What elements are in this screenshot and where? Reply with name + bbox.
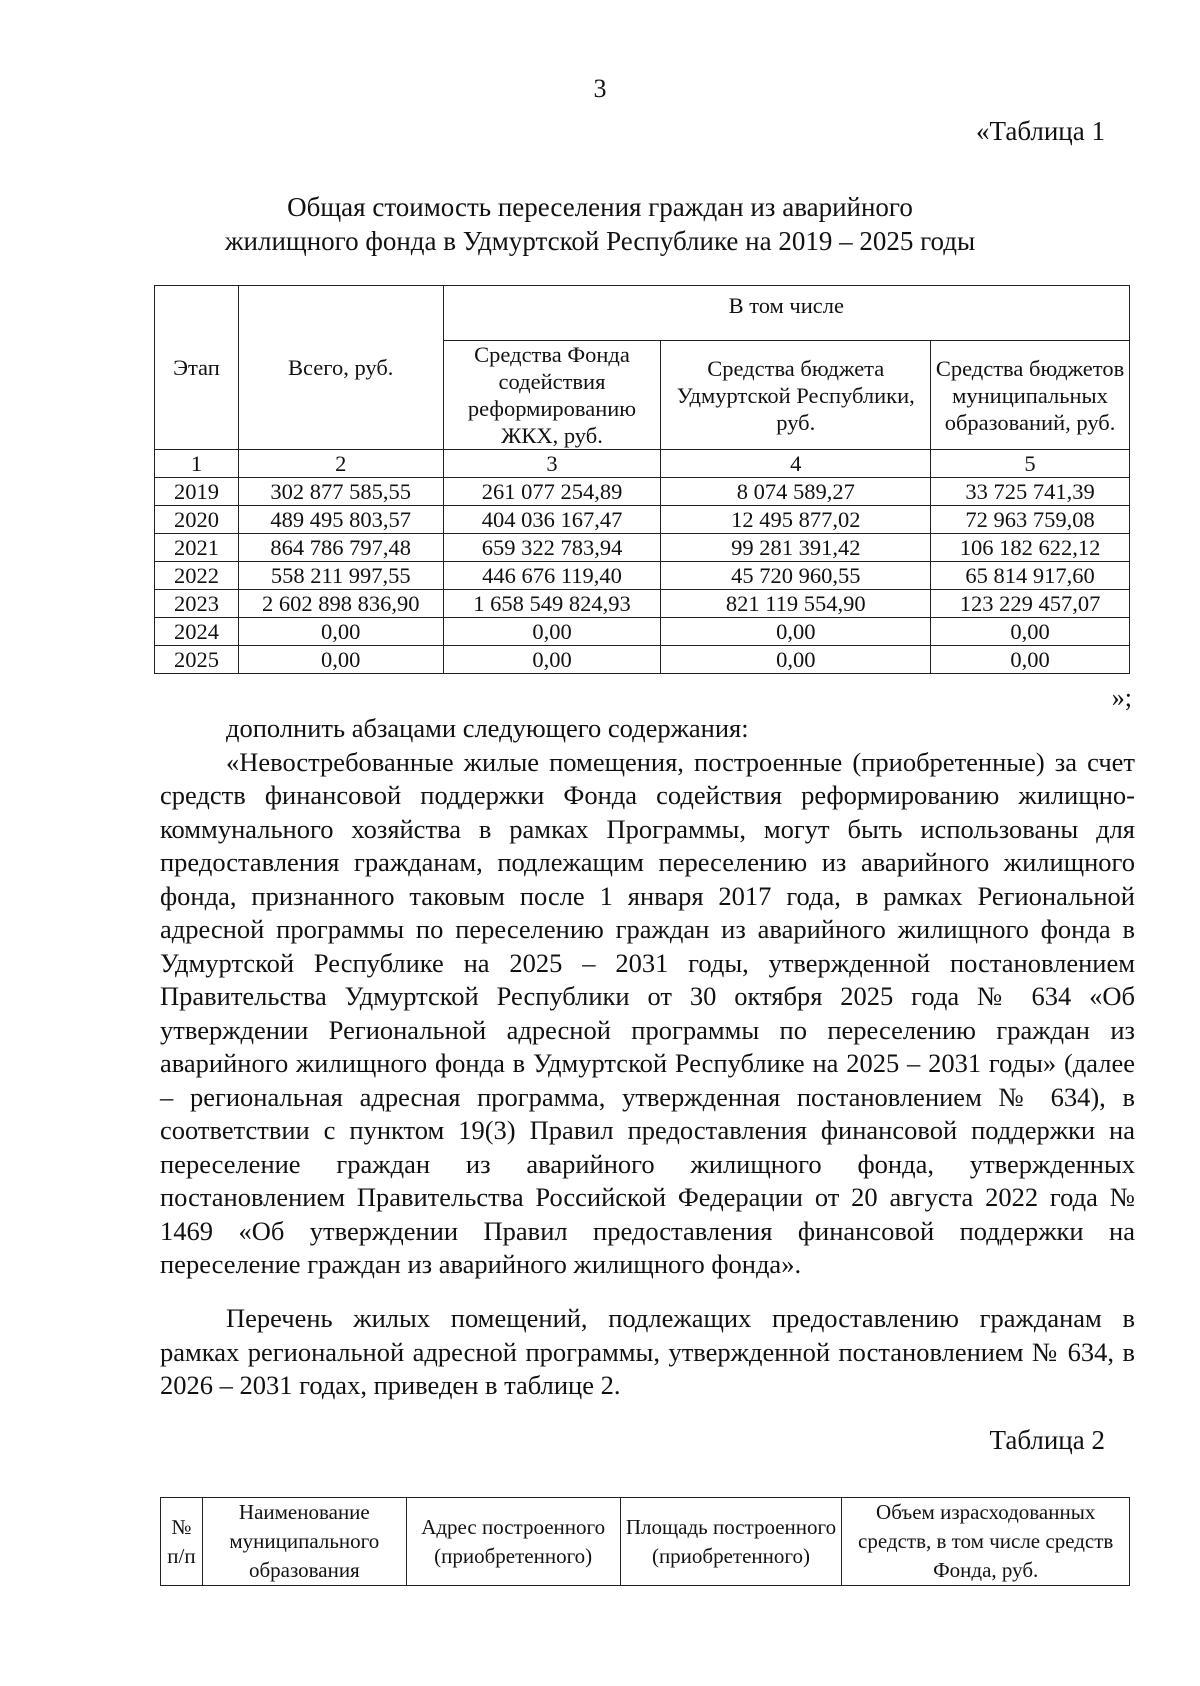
- table-cell: 2019: [155, 478, 239, 506]
- table-cell: 446 676 119,40: [443, 562, 661, 590]
- header-stage: Этап: [155, 286, 239, 450]
- table-cell: 404 036 167,47: [443, 506, 661, 534]
- intro-paragraph: дополнить абзацами следующего содержания:: [226, 713, 749, 743]
- table-cell: 0,00: [661, 618, 931, 646]
- table1-body: [155, 450, 1130, 674]
- t2-header-num: № п/п: [161, 1498, 203, 1586]
- table1-title-line2: жилищного фонда в Удмуртской Республике на 2019 – 2025 годы: [224, 226, 976, 256]
- table-cell: 65 814 917,60: [931, 562, 1130, 590]
- column-number-row: [155, 450, 1130, 478]
- column-number: 2: [238, 450, 443, 478]
- table-row: [155, 618, 1130, 646]
- table-cell: 2022: [155, 562, 239, 590]
- table-cell: 106 182 622,12: [931, 534, 1130, 562]
- table-cell: 8 074 589,27: [661, 478, 931, 506]
- t2-header-spent: Объем израсходованных средств, в том числе средств Фонда, руб.: [842, 1498, 1130, 1586]
- column-number: 5: [931, 450, 1130, 478]
- table-cell: 489 495 803,57: [238, 506, 443, 534]
- table-cell: 33 725 741,39: [931, 478, 1130, 506]
- table-cell: 123 229 457,07: [931, 590, 1130, 618]
- table-cell: 821 119 554,90: [661, 590, 931, 618]
- table-cell: 2021: [155, 534, 239, 562]
- table-cell: 1 658 549 824,93: [443, 590, 661, 618]
- table-cell: 659 322 783,94: [443, 534, 661, 562]
- header-fund: Средства Фонда содействия реформированию ЖКХ, руб.: [443, 341, 661, 450]
- closing-quote: »;: [1111, 683, 1132, 712]
- table-cell: 302 877 585,55: [238, 478, 443, 506]
- body-text-2: [160, 1302, 1135, 1403]
- table-cell: 45 720 960,55: [661, 562, 931, 590]
- table1-title-line1: Общая стоимость переселения граждан из аварийного: [287, 192, 913, 222]
- table-cell: 261 077 254,89: [443, 478, 661, 506]
- header-total: Всего, руб.: [238, 286, 443, 450]
- table2-reference: Таблица 2: [989, 1425, 1105, 1455]
- header-municipal: Средства бюджетов муниципальных образований, руб.: [931, 341, 1130, 450]
- table-row: [155, 562, 1130, 590]
- column-number: 3: [443, 450, 661, 478]
- t2-header-address: Адрес построенного (приобретенного): [406, 1498, 620, 1586]
- table-row: [155, 534, 1130, 562]
- table-cell: 0,00: [443, 646, 661, 674]
- table-cell: 0,00: [238, 646, 443, 674]
- header-republic: Средства бюджета Удмуртской Республики, руб.: [661, 341, 931, 450]
- table-cell: 0,00: [931, 646, 1130, 674]
- column-number: 4: [661, 450, 931, 478]
- paragraph-2: Перечень жилых помещений, подлежащих предоставлению гражданам в рамках региональной адресной программы, утвержденной постановлением № 634, в 2026 – 2031 годах, приведен в таблице 2.: [160, 1303, 1135, 1400]
- header-including: В том числе: [443, 286, 1129, 341]
- table-cell: 0,00: [238, 618, 443, 646]
- table-row: [155, 646, 1130, 674]
- table1: [154, 285, 1130, 674]
- table-cell: 0,00: [661, 646, 931, 674]
- t2-header-area: Площадь построенного (приобретенного): [620, 1498, 842, 1586]
- table-row: [155, 478, 1130, 506]
- paragraph-1: «Невостребованные жилые помещения, построенные (приобретенные) за счет средств финансовой поддержки Фонда содействия реформированию жилищно-коммунального хозяйства в рамках Программы, могут быть использованы для предоставления гражданам, подлежащим переселению из аварийного жилищного фонда, признанного таковым после 1 января 2017 года, в рамках Региональной адресной программы по переселению граждан из аварийного жилищного фонда в Удмуртской Республике на 2025 – 2031 годы, утвержденной постановлением Правительства Удмуртской Республики от 30 октября 2025 года № 634 «Об утверждении Региональной адресной программы по переселению граждан из аварийного жилищного фонда в Удмуртской Республике на 2025 – 2031 годы» (далее – региональная адресная программа, утвержденная постановлением № 634), в соответствии с пунктом 19(3) Правил предоставления финансовой поддержки на переселение граждан из аварийного жилищного фонда, утвержденных постановлением Правительства Российской Федерации от 20 августа 2022 года № 1469 «Об утверждении Правил предоставления финансовой поддержки на переселение граждан из аварийного жилищного фонда».: [160, 746, 1135, 1279]
- table2: [160, 1497, 1130, 1586]
- table-cell: 72 963 759,08: [931, 506, 1130, 534]
- table-cell: 2 602 898 836,90: [238, 590, 443, 618]
- table1-title: [0, 190, 1200, 258]
- table-row: [155, 590, 1130, 618]
- table-cell: 0,00: [931, 618, 1130, 646]
- table-cell: 99 281 391,42: [661, 534, 931, 562]
- t2-header-municipality: Наименование муниципального образования: [202, 1498, 406, 1586]
- table-cell: 0,00: [443, 618, 661, 646]
- table1-reference: «Таблица 1: [976, 116, 1105, 146]
- table-cell: 558 211 997,55: [238, 562, 443, 590]
- table-row: [155, 506, 1130, 534]
- table-cell: 12 495 877,02: [661, 506, 931, 534]
- table-cell: 2020: [155, 506, 239, 534]
- table-cell: 2023: [155, 590, 239, 618]
- page-number: 3: [593, 74, 607, 103]
- column-number: 1: [155, 450, 239, 478]
- body-text: [160, 712, 1135, 1282]
- table-cell: 2025: [155, 646, 239, 674]
- table-cell: 2024: [155, 618, 239, 646]
- table-cell: 864 786 797,48: [238, 534, 443, 562]
